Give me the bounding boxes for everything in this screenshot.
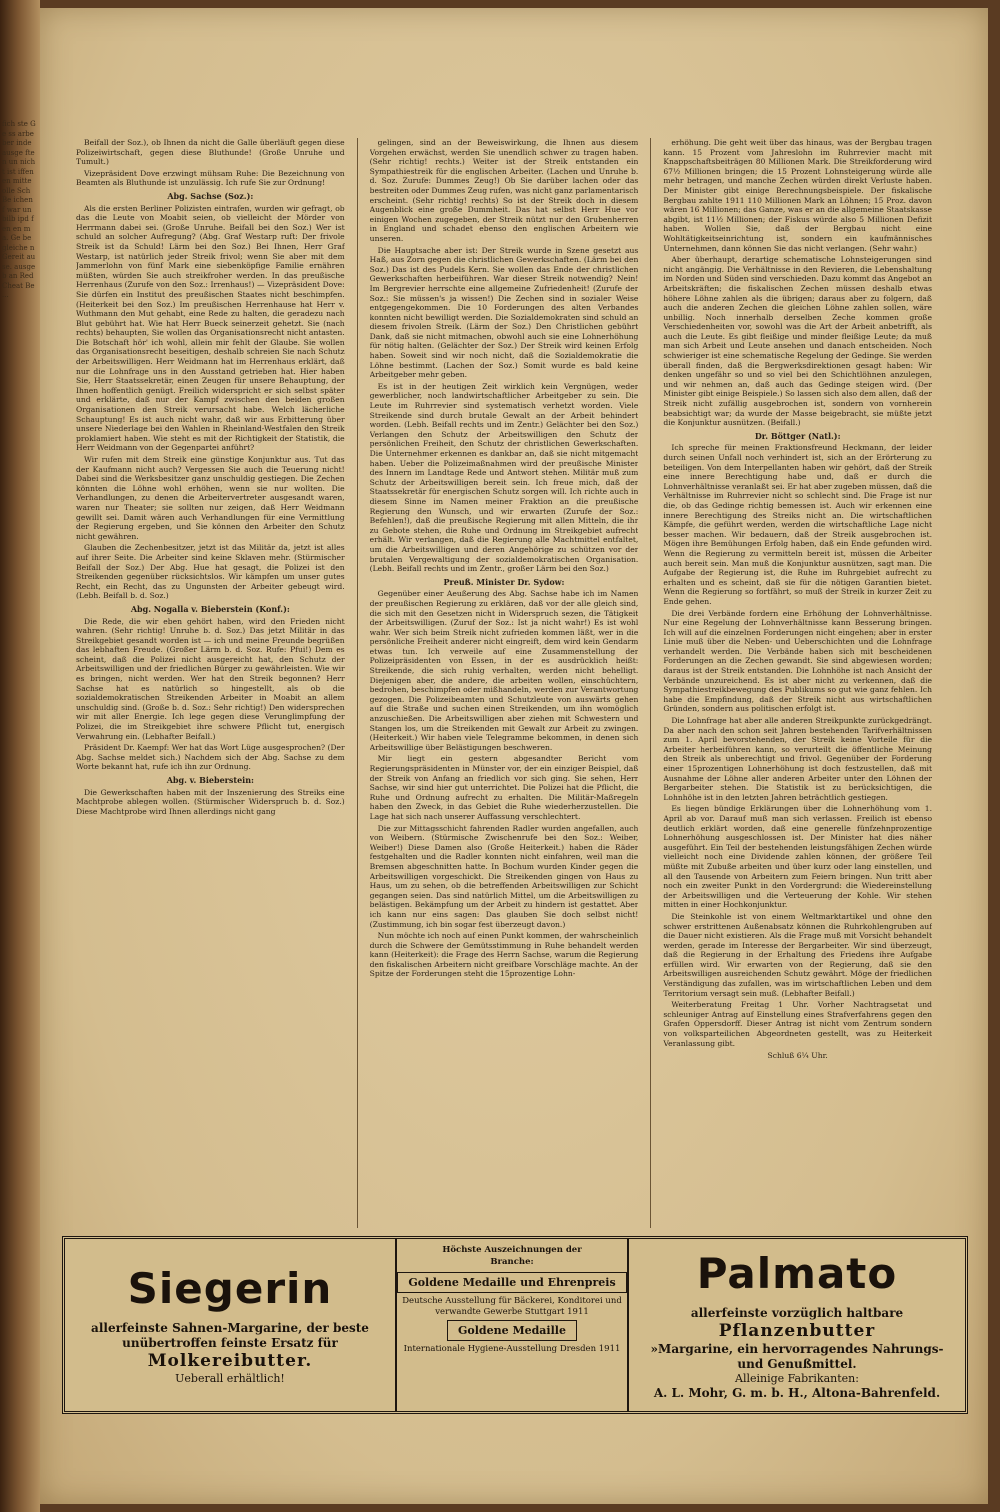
paragraph: Die Rede, die wir eben gehört haben, wird den Frieden nicht wahren. (Sehr richtig! Unruhe b. d. Soz.) Das jetzt Militär in das Streikgebiet gesandt worden ist — ich und meine Freunde begrüßen das lebhaften Freude. (Großer Lärm b. d. Soz. Rufe: Pfui!) Dem es scheint, daß die Polizei nicht ausgereicht hat, den Schutz der Arbeitswilligen und der friedlichen Bürger zu gewährleisten. Wie wir es bringen, nicht werden. Wer hat den Streik begonnen? Herr Sachse hat es natürlich so hingestellt, als ob die sozialdemokratischen Streikenden Arbeiter in Moabit an allem unschuldig sind. (Große b. d. Soz.: Sehr richtig!) Den widersprechen wir mit aller Energie. Ich lege gegen diese Verunglimpfung der Polizei, die im Streikgebiet ihre schwere Pflicht tut, energisch Verwahrung ein. (Lebhafter Beifall.) [76, 616, 345, 741]
paragraph: Es liegen bündige Erklärungen über die Lohnerhöhung vom 1. April ab vor. Darauf muß man sich verlassen. Freilich ist ebenso deutlich erklärt worden, daß eine generelle fünfzehnprozentige Lohnerhöhung ausgeschlossen ist. Der Minister hat dies näher ausgeführt. Ein Teil der bestehenden leistungsfähigen Zechen würde vielleicht noch eine Dividende zahlen können, der größere Teil müßte mit Zubuße arbeiten und über kurz oder lang einstellen, und all den Tausende von Arbeitern zum Feiern bringen. Nun tritt aber noch ein zweiter Punkt in den Vordergrund: die Wiedereinstellung der Arbeitswilligen und die Verteuerung der Kohle. Wir stehen mitten in einer Hochkonjunktur. [663, 804, 933, 910]
ad-siegerin-line4: Ueberall erhältlich! [175, 1372, 285, 1385]
paragraph: Die zur Mittagsschicht fahrenden Radler wurden angefallen, auch von Weibern. (Stürmische Zwischenrufe bei den Soz.: Weiber, Weiber!) Diese Damen also (Große Heiterkeit.) haben die Räder festgehalten und die Radler konnten nicht einfahren, weil man die Bremsen abgeschnitten hatte. In Bochum wurden Kinder gegen die Arbeitswilligen vorgeschickt. Die Streikenden gingen von Haus zu Haus, um zu sehen, ob die betreffenden Arbeitswilligen zur Schicht gegangen seien. Das sind natürlich Mittel, um die Arbeitswilligen zu belästigen. Bekämpfung um der Arbeit zu hindern ist gestattet. Aber ich kann nur eins sagen: Das glauben Sie doch selbst nicht! (Zustimmung, ich bin sogar fest überzeugt davon.) [369, 823, 639, 929]
speaker-heading: Abg. v. Bieberstein: [166, 775, 254, 785]
paragraph: Wir rufen mit dem Streik eine günstige Konjunktur aus. Tut das der Kaufmann nicht auch? Vergessen Sie auch die Teuerung nicht! Dabei sind die Werksbesitzer ganz unschuldig gestiegen. Die Zechen könnten die Löhne wohl erhöhen, wenn sie nur wollten. Die Verhandlungen, zu denen die Arbeitervertreter ausgesandt waren, waren nur Theater; sie sollten nur zeigen, daß Herr Weidmann gewillt sei. Damit wären auch Verhandlungen für eine Vermittlung der Regierung ergeben, und Sie können den Arbeiter den Schutz nicht gewähren. [76, 455, 345, 541]
speaker-heading: Dr. Böttger (Natl.): [754, 430, 841, 441]
paragraph: Gegenüber einer Aeußerung des Abg. Sachse habe ich im Namen der preußischen Regierung zu erklären, daß vor der alle gleich sind, die sich mit den Gesetzen nicht in Widerspruch sezen, die Tätigkeit der Arbeitswilligen. (Zuruf der Soz.: Ist ja nicht wahr!) Es ist wohl wahr. Wer sich beim Streik nicht zufrieden kommen läßt, wer in die persönliche Freiheit anderer nicht eingreift, dem wird kein Gendarm etwas tun. Ich verweile auf eine Zusammenstellung der Polizeipräsidenten von Essen, in der es ausdrücklich heißt: Streikende, die sich ruhig verhalten, werden nicht behelligt. Diejenigen aber, die andere, die arbeiten wollen, einschüchtern, bedrohen, beschimpfen oder mißhandeln, werden zur Verantwortung gezogen. Die Polizeibeamten und Schutzleute von auswärts gehen auf die Straße und suchen einen Streikenden, um ihn womöglich anzuschießen. Die Arbeitswilligen aber ziehen mit Schwestern und Stangen los, um die Streikenden mit Gewalt zur Arbeit zu zwingen. (Heiterkeit.) Wir haben viele Telegramme bekommen, in denen sich Arbeitswillige über Belästigungen beschweren. [369, 589, 639, 752]
ad-awards-box2: Goldene Medaille [447, 1320, 577, 1341]
ad-palmato-line3: »Margarine, ein hervorragendes Nahrungs- [650, 1342, 944, 1356]
ad-siegerin-brand: Siegerin [127, 1264, 333, 1313]
paragraph: Präsident Dr. Kaempf: Wer hat das Wort Lüge ausgesprochen? (Der Abg. Sachse meldet sich.) Nachdem sich der Abg. Sachse zu dem Worte bekannt hat, rufe ich ihn zur Ordnung. [76, 743, 345, 772]
paragraph: Die Gewerkschaften haben mit der Inszenierung des Streiks eine Machtprobe ablegen wollen. (Stürmischer Widerspruch b. d. Soz.) Diese Machtprobe wird Ihnen allerdings nicht gang [76, 787, 345, 816]
paragraph: Die Steinkohle ist von einem Weltmarktartikel und ohne den schwer erstrittenen Außenabsatz können die Ruhrkohlengruben auf die Dauer nicht existieren. Als die Frage muß mit Vorsicht behandelt werden, gerade im Interesse der Bergarbeiter. Wir sind überzeugt, daß die Regierung in der Erhaltung des Friedens ihre Aufgabe erfüllen wird. Wir erwarten von der Regierung, daß sie den Arbeitswilligen ausreichenden Schutz gewährt. Möge der friedlichen Verständigung das zufallen, was im wirtschaftlichen Leben und dem Territorium versagt sein muß. (Lebhafter Beifall.) [663, 911, 933, 998]
paragraph: Die Lohnfrage hat aber alle anderen Streikpunkte zurückgedrängt. Da aber nach den schon seit Jahren bestehenden Tarifverhältnissen zum 1. April bevorstehenden, der Streik keine Vorteile für die Arbeiter herbeiführen kann, so verurteilt die öffentliche Meinung den Streik als unberechtigt und frivol. Gegenüber der Forderung einer 15prozentigen Lohnerhöhung ist doch festzustellen, daß mit Ausnahme der Löhne aller anderen Arbeiter unter den Löhnen der Bergarbeiter stehen. Die Statistik ist zu berücksichtigen, die Lohnhöhe ist in den letzten Jahren beträchtlich gestiegen. [663, 716, 933, 802]
column-2 [370, 138, 639, 1228]
paragraph: Aber überhaupt, derartige schematische Lohnsteigerungen sind nicht angängig. Die Verhältnisse in den Revieren, die Lebenshaltung im Norden und Süden sind verschieden. Dazu kommt das Angebot an Arbeitskräften; die fiskalischen Zechen müssen deshalb etwas höhere Löhne zahlen als die übrigen; daraus aber zu folgern, daß auch die anderen Zechen die gleichen Löhne zahlen sollen, wäre unbillig. Noch innerhalb derselben Zeche kommen große Verschiedenheiten vor, sowohl was die Art der Arbeit anbetrifft, als auch die Leute. Es gibt fleißige und minder fleißige Leute; da muß man sich Arbeit und Leute ansehen und danach entscheiden. Noch schwieriger ist eine schematische Regelung der Gedinge. Sie werden überall finden, daß die Bergwerksdirektionen gesagt haben: Wir denken ungefähr so und so viel bei den Schichtlöhnen anzulegen, und wir nehmen an, daß auch das Gedinge steigen wird. (Der Minister gibt einige Beispiele.) So lassen sich also dem allen, daß der Streik nicht zufällig ausgebrochen ist, sondern von vornherein beabsichtigt war; da wurde der Masse beigebracht, sie müßte jetzt die Konjunktur ausnützen. (Beifall.) [663, 255, 933, 428]
ad-palmato-line6: A. L. Mohr, G. m. b. H., Altona-Bahrenfeld. [653, 1386, 941, 1400]
paragraph: Weiterberatung Freitag 1 Uhr. Vorher Nachtragsetat und schleuniger Antrag auf Einstellung eines Strafverfahrens gegen den Grafen Oppersdorff. Dieser Antrag ist nicht vom Zentrum sondern von volksparteilichen Abgeordneten gestellt, was zu Heiterkeit Veranlassung gibt. [663, 1000, 933, 1048]
speaker-heading: Preuß. Minister Dr. Sydow: [443, 576, 565, 587]
column-divider [650, 138, 651, 1228]
ad-awards [397, 1239, 629, 1411]
paragraph: erhöhung. Die geht weit über das hinaus, was der Bergbau tragen kann. 15 Prozent vom Jahreslohn im Ruhrrevier macht mit Knappschaftsbeiträgen 80 Millionen Mark. Die Streikforderung wird 67½ Millionen bringen; die 15 Prozent Lohnsteigerung würde alle mehr betragen, und manche Zechen würden direkt Verluste haben. Der Minister gibt einige Berechnungsbeispiele. Der fiskalische Bergbau zahlte 1911 110 Millionen Mark an Löhnen; 15 Proz. davon wären 16 Millionen; das Ganze, was er an die allgemeine Staatskasse abgibt, ist 11½ Millionen; der Fiskus würde also 5 Millionen Defizit haben. Wollen Sie, daß der Bergbau nicht eine Wohltätigkeitseinrichtung ist, sondern ein kaufmännisches Unternehmen, dann können Sie das nicht verlangen. (Sehr wahr.) [663, 138, 933, 253]
paragraph: Die drei Verbände fordern eine Erhöhung der Lohnverhältnisse. Nur eine Regelung der Lohnverhältnisse kann Besserung bringen. Ich will auf die einzelnen Forderungen nicht eingehen; aber in erster Linie muß über die Neben- und Ueberschichten und die Lohnfrage verhandelt werden. Die Verbände haben sich mit bescheidenen Forderungen an die Zechen gewandt. Sie sind abgewiesen worden; daraus ist der Streik entstanden. Die Lohnhöhe ist nach Ansicht der Verbände unzureichend. Es ist aber nicht zu verkennen, daß die Sympathiestreikbewegung des Publikums so gut wie ganz fehlen. Ich habe die Empfindung, daß der Streik nicht aus wirtschaftlichen Gründen, sondern aus politischen erfolgt ist. [663, 608, 933, 714]
paragraph: Als die ersten Berliner Polizisten eintrafen, wurden wir gefragt, ob das die Leute von Moabit seien, ob vielleicht der Mörder von Herrmann dabei sei. (Große Unruhe. Beifall bei den Soz.) Wer ist schuld an solcher Aufregung? (Abg. Graf Westarp ruft: Der frivole Streik ist da Schuld! Lärm bei den Soz.) Bei Ihnen, Herr Graf Westarp, ist natürlich jeder Streik frivol; wenn Sie aber mit dem Jammerlohn von fünf Mark eine siebenköpfige Familie ernähren müßten, würden Sie auch streikfroher werden. In das preußische Herrenhaus (Zurufe von den Soz.: Irrenhaus!) — Vizepräsident Dove: Sie dürfen ein Institut des preußischen Staates nicht beschimpfen. (Heiterkeit bei den Soz.) Im preußischen Herrenhause hat Herr v. Wuthmann den Mut gehabt, eine Rede zu halten, die geradezu nach Blut gebührt hat. Wie hat Herr Bueck seinerzeit gehetzt. Sie (nach rechts) behaupten, Sie wollen das Organisationsrecht nicht antasten. Die Botschaft hör' ich wohl, allein mir fehlt der Glaube. Sie wollen das Organisationsrecht beseitigen, deshalb schreien Sie nach Schutz der Arbeitswilligen. Herr Weidmann hat im Herrenhaus erklärt, daß nur die Lohnfrage uns in den Ausstand getrieben hat. Hier haben Sie, Herr Staatssekretär, einen Zeugen für unsere Behauptung, der Ihnen hoffentlich genügt. Freilich widerspricht er sich selbst später und erklärte, daß nur der Kampf zwischen den beiden großen Organisationen den Streik verursacht habe. Welch lächerliche Schauptung! Es ist auch nicht wahr, daß wir aus Erbitterung über unsere Niederlage bei den Wahlen in Rheinland-Westfalen den Streik proklamiert haben. Wie steht es mit der Richtigkeit der Statistik, die Herr Weidmann von der Gegenpartei anführt? [76, 203, 345, 453]
paragraph: Es ist in der heutigen Zeit wirklich kein Vergnügen, weder gewerblicher, noch landwirtschaftlicher Arbeitgeber zu sein. Die Leute im Ruhrrevier sind systematisch verhetzt worden. Viele Streikende sind durch brutale Gewalt an der Arbeit behindert worden. (Lebh. Beifall rechts und im Zentr.) Gelächter bei den Soz.) Verlangen den Schutz der Arbeitswilligen den Schutz der persönlichen Freiheit, den Schutz der christlichen Gewerkschaften. Die Unternehmer erkennen es dankbar an, daß sie nicht mitgemacht haben. Ueber die Polizeimaßnahmen wird der preußische Minister des Innern im Landtage Rede und Antwort stehen. Militär muß zum Schutz der Arbeitswilligen bereit sein. Ich freue mich, daß der Staatssekretär für energischen Schutz sorgen will. Ich richte auch in diesem Sinne im Namen meiner Fraktion an die preußische Regierung den Wunsch, und wir erwarten (Zurufe der Soz.: Befehlen!), daß die preußische Regierung mit allen Mitteln, die ihr zu Gebote stehen, die Ruhe und Ordnung im Streikgebiet aufrecht erhält. Wir verlangen, daß die Regierung alle Machtmittel entfaltet, um die Arbeitswilligen und deren Angehörige zu schützen vor der brutalen Vergewaltigung der sozialdemokratischen Organisation. (Lebh. Beifall rechts und im Zentr., großer Lärm bei den Soz.) [369, 381, 639, 574]
advertisement-banner [62, 1236, 968, 1414]
paragraph: Nun möchte ich noch auf einen Punkt kommen, der wahrscheinlich durch die Schwere der Gemütsstimmung in Ruhe behandelt werden kann (Heiterkeit): die Frage des Herrn Sachse, warum die Regierung den fiskalischen Arbeitern nicht greifbare Vorschläge machte. An der Spitze der Forderungen steht die 15prozentige Lohn- [369, 931, 639, 979]
ad-palmato-line1: allerfeinste vorzüglich haltbare [690, 1306, 904, 1320]
ad-siegerin [65, 1239, 397, 1411]
column-divider [357, 138, 358, 1228]
ad-siegerin-line3: Molkereibutter. [147, 1351, 313, 1371]
ad-awards-title2: Branche: [490, 1257, 534, 1267]
paragraph: Glauben die Zechenbesitzer, jetzt ist das Militär da, jetzt ist alles auf ihrer Seite. Die Arbeiter sind keine Sklaven mehr. (Stürmischer Beifall der Soz.) Der Abg. Hue hat gesagt, die Polizei ist den Streikenden gegenüber rücksichtslos. Wir kämpfen um unser gutes Recht, ein Recht, das zu Ungunsten der Arbeiter gebeugt wird. (Lebh. Beifall b. d. Soz.) [76, 543, 345, 601]
adjacent-page-text: fich ste Ge ss arbe ber inde ausge ften un nicht ist iffen en mitte olle Sch Be ichen f war unbilb ipd fen en m a. Ge be gleiche n Gereit ause. ausgeb an Red Cheat Be ... [2, 120, 36, 299]
ad-palmato [629, 1239, 965, 1411]
paragraph: Mir liegt ein gestern abgesandter Bericht vom Regierungspräsidenten in Münster vor, der ein einziger Beispiel, daß der Streik von Anfang an friedlich vor sich ging. Sie sehen, Herr Sachse, wir sind hier gut unterrichtet. Die Polizei hat die Pflicht, die Ruhe und Ordnung aufrecht zu erhalten. Die Militär-Maßregeln haben den Zweck, in das Gebiet die Ruhe wiederherzustellen. Die Lage hat sich nach unserer Auffassung verschlechtert. [369, 754, 639, 821]
paragraph: Vizepräsident Dove erzwingt mühsam Ruhe: Die Bezeichnung von Beamten als Bluthunde ist unzulässig. Ich rufe Sie zur Ordnung! [76, 168, 345, 188]
ad-awards-text1: Deutsche Ausstellung für Bäckerei, Konditorei und verwandte Gewerbe Stuttgart 1911 [402, 1296, 622, 1317]
ad-awards-text2: Internationale Hygiene-Ausstellung Dresden 1911 [403, 1344, 621, 1354]
ad-palmato-line2: Pflanzenbutter [718, 1321, 876, 1341]
book-spine [0, 0, 40, 1512]
ad-siegerin-line1: allerfeinste Sahnen-Margarine, der beste [91, 1321, 369, 1335]
newspaper-page [40, 8, 988, 1504]
paragraph: Die Hauptsache aber ist: Der Streik wurde in Szene gesetzt aus Haß, aus Zorn gegen die christlichen Gewerkschaften. (Lärm bei den Soz.) Das ist des Pudels Kern. Sie wollen das Ende der christlichen Gewerkschaften herbeiführen. War dieser Streik notwendig? Nein! Im Bergrevier herrschte eine allgemeine Zufriedenheit! (Zurufe der Soz.: Sie müssen's ja wissen!) Die Zechen sind in sozialer Weise entgegengekommen. Die 10 Forderungen des alten Verbandes konnten nicht bewilligt werden. Die Sozialdemokraten sind schuld an diesem frivolen Streik. (Lärm der Soz.) Den Christlichen gebührt Dank, daß sie nicht mitmachen, obwohl auch sie eine Lohnerhöhung für nötig halten. (Gelächter der Soz.) Der Streik wird keinen Erfolg haben. Soweit sind wir noch nicht, daß die Sozialdemokratie die Löhne bestimmt. (Lachen der Soz.) Somit wurde es bald keine Arbeitgeber mehr geben. [369, 245, 639, 380]
ad-awards-box1: Goldene Medaille und Ehrenpreis [397, 1272, 626, 1293]
ad-siegerin-line2: unübertroffen feinste Ersatz für [122, 1336, 338, 1350]
speaker-heading: Abg. Nogalla v. Bieberstein (Konf.): [130, 603, 290, 614]
paragraph: Ich spreche für meinen Fraktionsfreund Heckmann, der leider durch seinen Unfall noch verhindert ist, sich an der Erörterung zu beteiligen. Von dem Interpellanten haben wir gehört, daß der Streik eine innere Berechtigung habe und, daß er durch die Lohnverhältnisse veranlaßt sei. Er hat aber zugeben müssen, daß die Verhältnisse im Ruhrrevier nicht so schlecht sind. Die Frage ist nur die, ob das Gedinge richtig bemessen ist. Auch wir erkennen eine innere Berechtigung des Streiks nicht an. Die wirtschaftlichen Kämpfe, die geführt werden, werden die wirtschaftliche Lage nicht besser machen. Wir bedauern, daß der Streik ausgebrochen ist. Mögen ihre Bemühungen Erfolg haben, daß ein Ende gefunden wird. Wenn die Regierung zu vermitteln bereit ist, müssen die Arbeiter auch bereit sein. Man muß die Konjunktur ausnützen, sagt man. Die Aufgabe der Regierung ist, die Ruhe im Ruhrgebiet aufrecht zu erhalten und es scheint, daß sie für die nötigen Garantien bietet. Wenn die Regierung so fortfährt, so muß der Streik in kurzer Zeit zu Ende gehen. [663, 443, 933, 606]
column-1 [76, 138, 345, 1228]
speaker-heading: Abg. Sachse (Soz.): [167, 190, 254, 201]
ad-palmato-brand: Palmato [696, 1249, 898, 1298]
ad-palmato-line5: Alleinige Fabrikanten: [735, 1372, 859, 1385]
ad-palmato-line4: und Genußmittel. [737, 1357, 857, 1371]
column-3 [663, 138, 932, 1228]
paragraph: Beifall der Soz.), ob Ihnen da nicht die Galle überläuft gegen diese Polizeiwirtschaft, gegen diese Bluthunde! (Große Unruhe und Tumult.) [76, 138, 345, 167]
ad-awards-title1: Höchste Auszeichnungen der [442, 1245, 582, 1255]
paragraph: Schluß 6¼ Uhr. [767, 1051, 828, 1061]
paragraph: gelingen, sind an der Beweiswirkung, die Ihnen aus diesem Vorgehen erwächst, werden Sie unendlich schwer zu tragen haben. (Sehr richtig! rechts.) Weiter ist der Streik entstanden ein Sympathiestreik für die englischen Arbeiter. (Lachen und Unruhe b. d. Soz. Zurufe: Dummes Zeug!) Ob Sie darüber lachen oder das bestreiten oder Dummes Zeug rufen, was nicht ganz parlamentarisch erscheint. (Sehr richtig! rechts) So ist der Streik doch in diesem Augenblick eine große Dummheit. Das hat selbst Herr Hue vor einigen Wochen zugegeben, der Streik nützt nur den Grubenherren in England und schadet ebenso den englischen Arbeitern wie unseren. [369, 138, 639, 243]
article-columns [76, 138, 932, 1228]
